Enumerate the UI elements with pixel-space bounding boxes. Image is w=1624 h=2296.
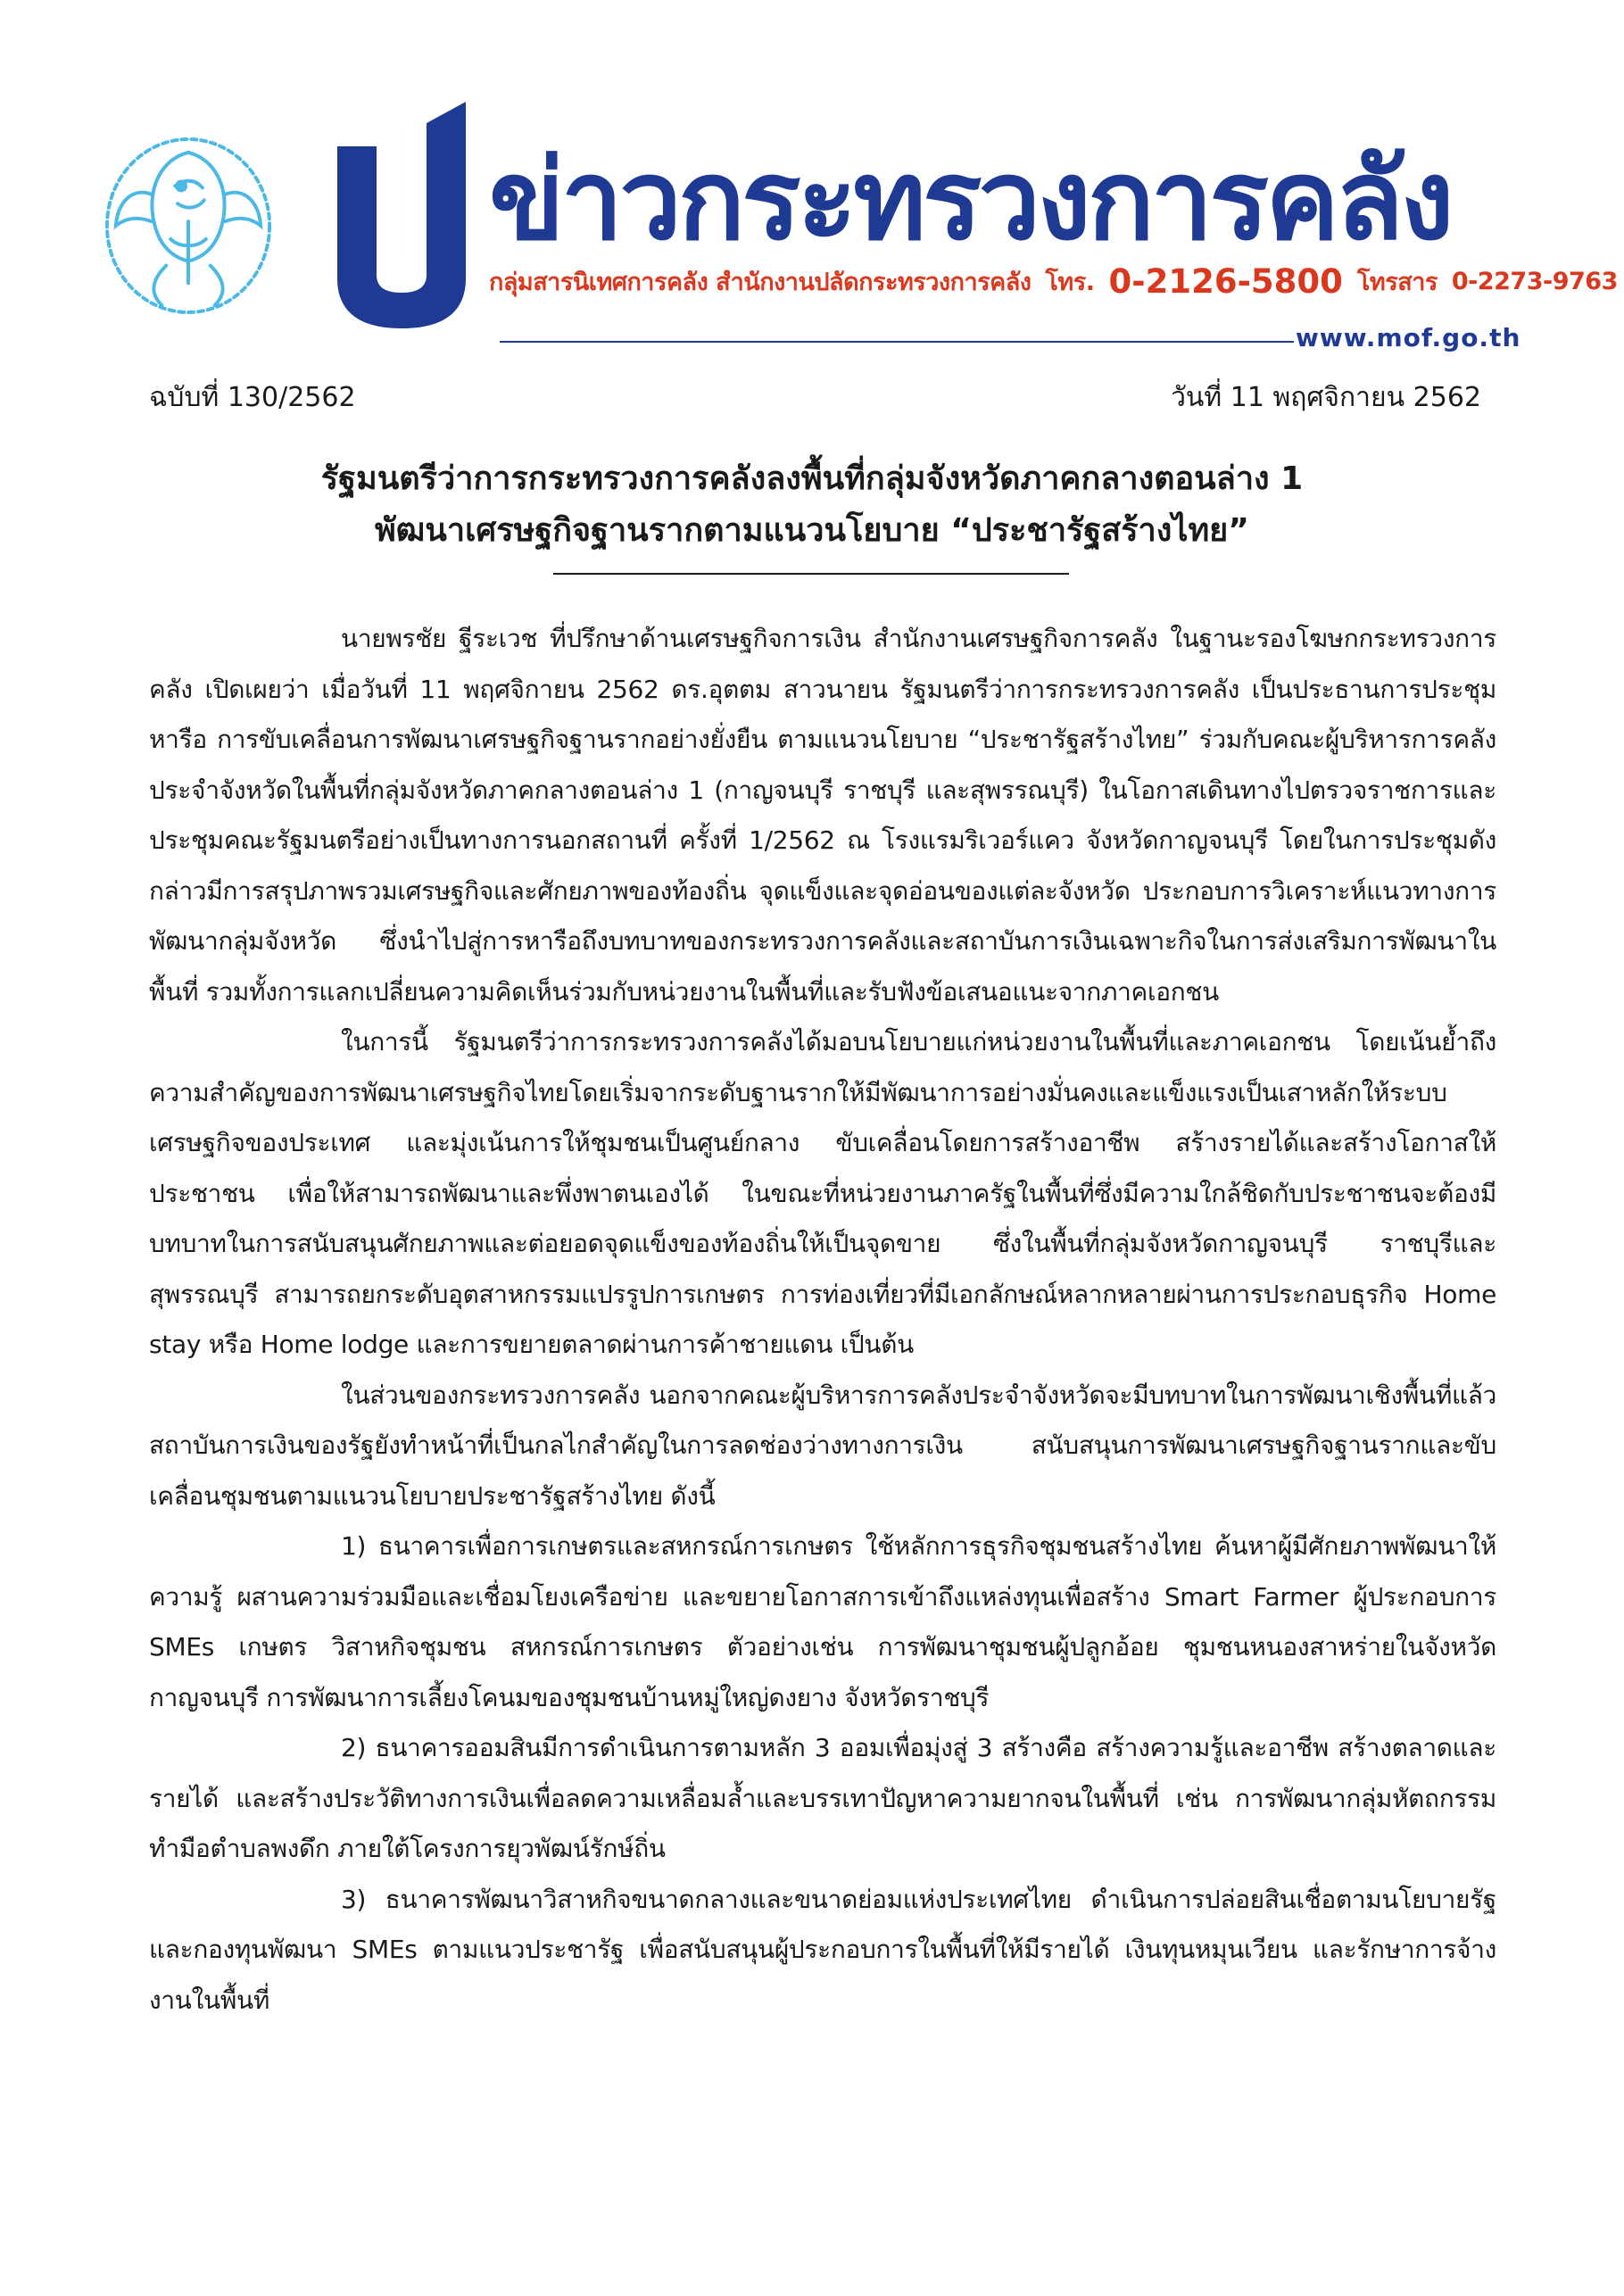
tagline bbox=[489, 261, 1618, 302]
masthead-header bbox=[0, 0, 1624, 357]
list-item-3: 3) ธนาคารพัฒนาวิสาหกิจขนาดกลางและขนาดย่อมแห่งประเทศไทย ดำเนินการปล่อยสินเชื่อตามนโยบายรัฐและกองทุนพัฒนา SMEs ตามแนวประชารัฐ เพื่อสนับสนุนผู้ประกอบการในพื้นที่ให้มีรายได้ เงินทุนหมุนเวียน และรักษาการจ้างงานในพื้นที่ bbox=[149, 1884, 1496, 2015]
article-body bbox=[149, 614, 1496, 2026]
list-item-2: 2) ธนาคารออมสินมีการดำเนินการตามหลัก 3 ออมเพื่อมุ่งสู่ 3 สร้างคือ สร้างความรู้และอาชีพ สร้างตลาดและรายได้ และสร้างประวัติทางการเงินเพื่อลดความเหลื่อมล้ำและบรรเทาปัญหาความยากจนในพื้นที่ เช่น การพัฒนากลุ่มหัตถกรรมทำมือตำบลพงดึก ภายใต้โครงการยุวพัฒน์รักษ์ถิ่น bbox=[149, 1733, 1496, 1863]
paragraph: ในส่วนของกระทรวงการคลัง นอกจากคณะผู้บริหารการคลังประจำจังหวัดจะมีบทบาทในการพัฒนาเชิงพื้นที่แล้ว สถาบันการเงินของรัฐยังทำหน้าที่เป็นกลไกสำคัญในการลดช่องว่างทางการเงิน สนับสนุนการพัฒนาเศรษฐกิจฐานรากและขับเคลื่อนชุมชนตามแนวนโยบายประชารัฐสร้างไทย ดังนี้ bbox=[149, 1380, 1496, 1511]
fax-label: โทรสาร bbox=[1356, 268, 1438, 296]
paragraph: นายพรชัย ฐีระเวช ที่ปรึกษาด้านเศรษฐกิจการเงิน สำนักงานเศรษฐกิจการคลัง ในฐานะรองโฆษกกระทรวงการคลัง เปิดเผยว่า เมื่อวันที่ 11 พฤศจิกายน 2562 ดร.อุตตม สาวนายน รัฐมนตรีว่าการกระทรวงการคลัง เป็นประธานการประชุมหารือ การขับเคลื่อนการพัฒนาเศรษฐกิจฐานรากอย่างยั่งยืน ตามแนวนโยบาย “ประชารัฐสร้างไทย” ร่วมกับคณะผู้บริหารการคลังประจำจังหวัดในพื้นที่กลุ่มจังหวัดภาคกลางตอนล่าง 1 (กาญจนบุรี ราชบุรี และสุพรรณบุรี) ในโอกาสเดินทางไปตรวจราชการและประชุมคณะรัฐมนตรีอย่างเป็นทางการนอกสถานที่ ครั้งที่ 1/2562 ณ โรงแรมริเวอร์แคว จังหวัดกาญจนบุรี โดยในการประชุมดังกล่าวมีการสรุปภาพรวมเศรษฐกิจและศักยภาพของท้องถิ่น จุดแข็งและจุดอ่อนของแต่ละจังหวัด ประกอบการวิเคราะห์แนวทางการพัฒนากลุ่มจังหวัด ซึ่งนำไปสู่การหารือถึงบทบาทของกระทรวงการคลังและสถาบันการเงินเฉพาะกิจในการส่งเสริมการพัฒนาในพื้นที่ รวมทั้งการแลกเปลี่ยนความคิดเห็นร่วมกับหน่วยงานในพื้นที่และรับฟังข้อเสนอแนะจากภาคเอกชน bbox=[149, 624, 1496, 1007]
phone-label: โทร. bbox=[1045, 268, 1095, 296]
headline-line-2: พัฒนาเศรษฐกิจฐานรากตามแนวนโยบาย “ประชารัฐสร้างไทย” bbox=[375, 512, 1249, 549]
garuda-seal-icon bbox=[100, 132, 277, 319]
department-name: กลุ่มสารนิเทศการคลัง สำนักงานปลัดกระทรวงการคลัง bbox=[489, 268, 1032, 296]
headline-underline bbox=[553, 573, 1069, 575]
list-item-1: 1) ธนาคารเพื่อการเกษตรและสหกรณ์การเกษตร ใช้หลักการธุรกิจชุมชนสร้างไทย ค้นหาผู้มีศักยภาพพัฒนาให้ความรู้ ผสานความร่วมมือและเชื่อมโยงเครือข่าย และขยายโอกาสการเข้าถึงแหล่งทุนเพื่อสร้าง Smart Farmer ผู้ประกอบการ SMEs เกษตร วิสาหกิจชุมชน สหกรณ์การเกษตร ตัวอย่างเช่น การพัฒนาชุมชนผู้ปลูกอ้อย ชุมชนหนองสาหร่ายในจังหวัดกาญจนบุรี การพัฒนาการเลี้ยงโคนมของชุมชนบ้านหมู่ใหญ่ดงยาง จังหวัดราชบุรี bbox=[149, 1531, 1496, 1712]
fax-number: 0-2273-9763 bbox=[1451, 267, 1618, 295]
issue-date: วันที่ 11 พฤศจิกายน 2562 bbox=[1171, 382, 1481, 413]
header-divider bbox=[500, 341, 1294, 343]
issue-number: ฉบับที่ 130/2562 bbox=[149, 382, 356, 413]
masthead-title: ข่าวกระทรวงการคลัง bbox=[489, 137, 1451, 265]
headline bbox=[143, 453, 1481, 557]
website-link[interactable]: www.mof.go.th bbox=[1296, 323, 1521, 352]
masthead-logo-icon bbox=[321, 96, 482, 330]
headline-line-1: รัฐมนตรีว่าการกระทรวงการคลังลงพื้นที่กลุ่มจังหวัดภาคกลางตอนล่าง 1 bbox=[320, 460, 1304, 497]
phone-number: 0-2126-5800 bbox=[1108, 261, 1343, 301]
paragraph: ในการนี้ รัฐมนตรีว่าการกระทรวงการคลังได้มอบนโยบายแก่หน่วยงานในพื้นที่และภาคเอกชน โดยเน้นย้ำถึงความสำคัญของการพัฒนาเศรษฐกิจไทยโดยเริ่มจากระดับฐานรากให้มีพัฒนาการอย่างมั่นคงและแข็งแรงเป็นเสาหลักให้ระบบ เศรษฐกิจของประเทศ และมุ่งเน้นการให้ชุมชนเป็นศูนย์กลาง ขับเคลื่อนโดยการสร้างอาชีพ สร้างรายได้และสร้างโอกาสให้ประชาชน เพื่อให้สามารถพัฒนาและพึ่งพาตนเองได้ ในขณะที่หน่วยงานภาครัฐในพื้นที่ซึ่งมีความใกล้ชิดกับประชาชนจะต้องมีบทบาทในการสนับสนุนศักยภาพและต่อยอดจุดแข็งของท้องถิ่นให้เป็นจุดขาย ซึ่งในพื้นที่กลุ่มจังหวัดกาญจนบุรี ราชบุรีและสุพรรณบุรี สามารถยกระดับอุตสาหกรรมแปรรูปการเกษตร การท่องเที่ยวที่มีเอกลักษณ์หลากหลายผ่านการประกอบธุรกิจ Home stay หรือ Home lodge และการขยายตลาดผ่านการค้าชายแดน เป็นต้น bbox=[149, 1027, 1496, 1359]
